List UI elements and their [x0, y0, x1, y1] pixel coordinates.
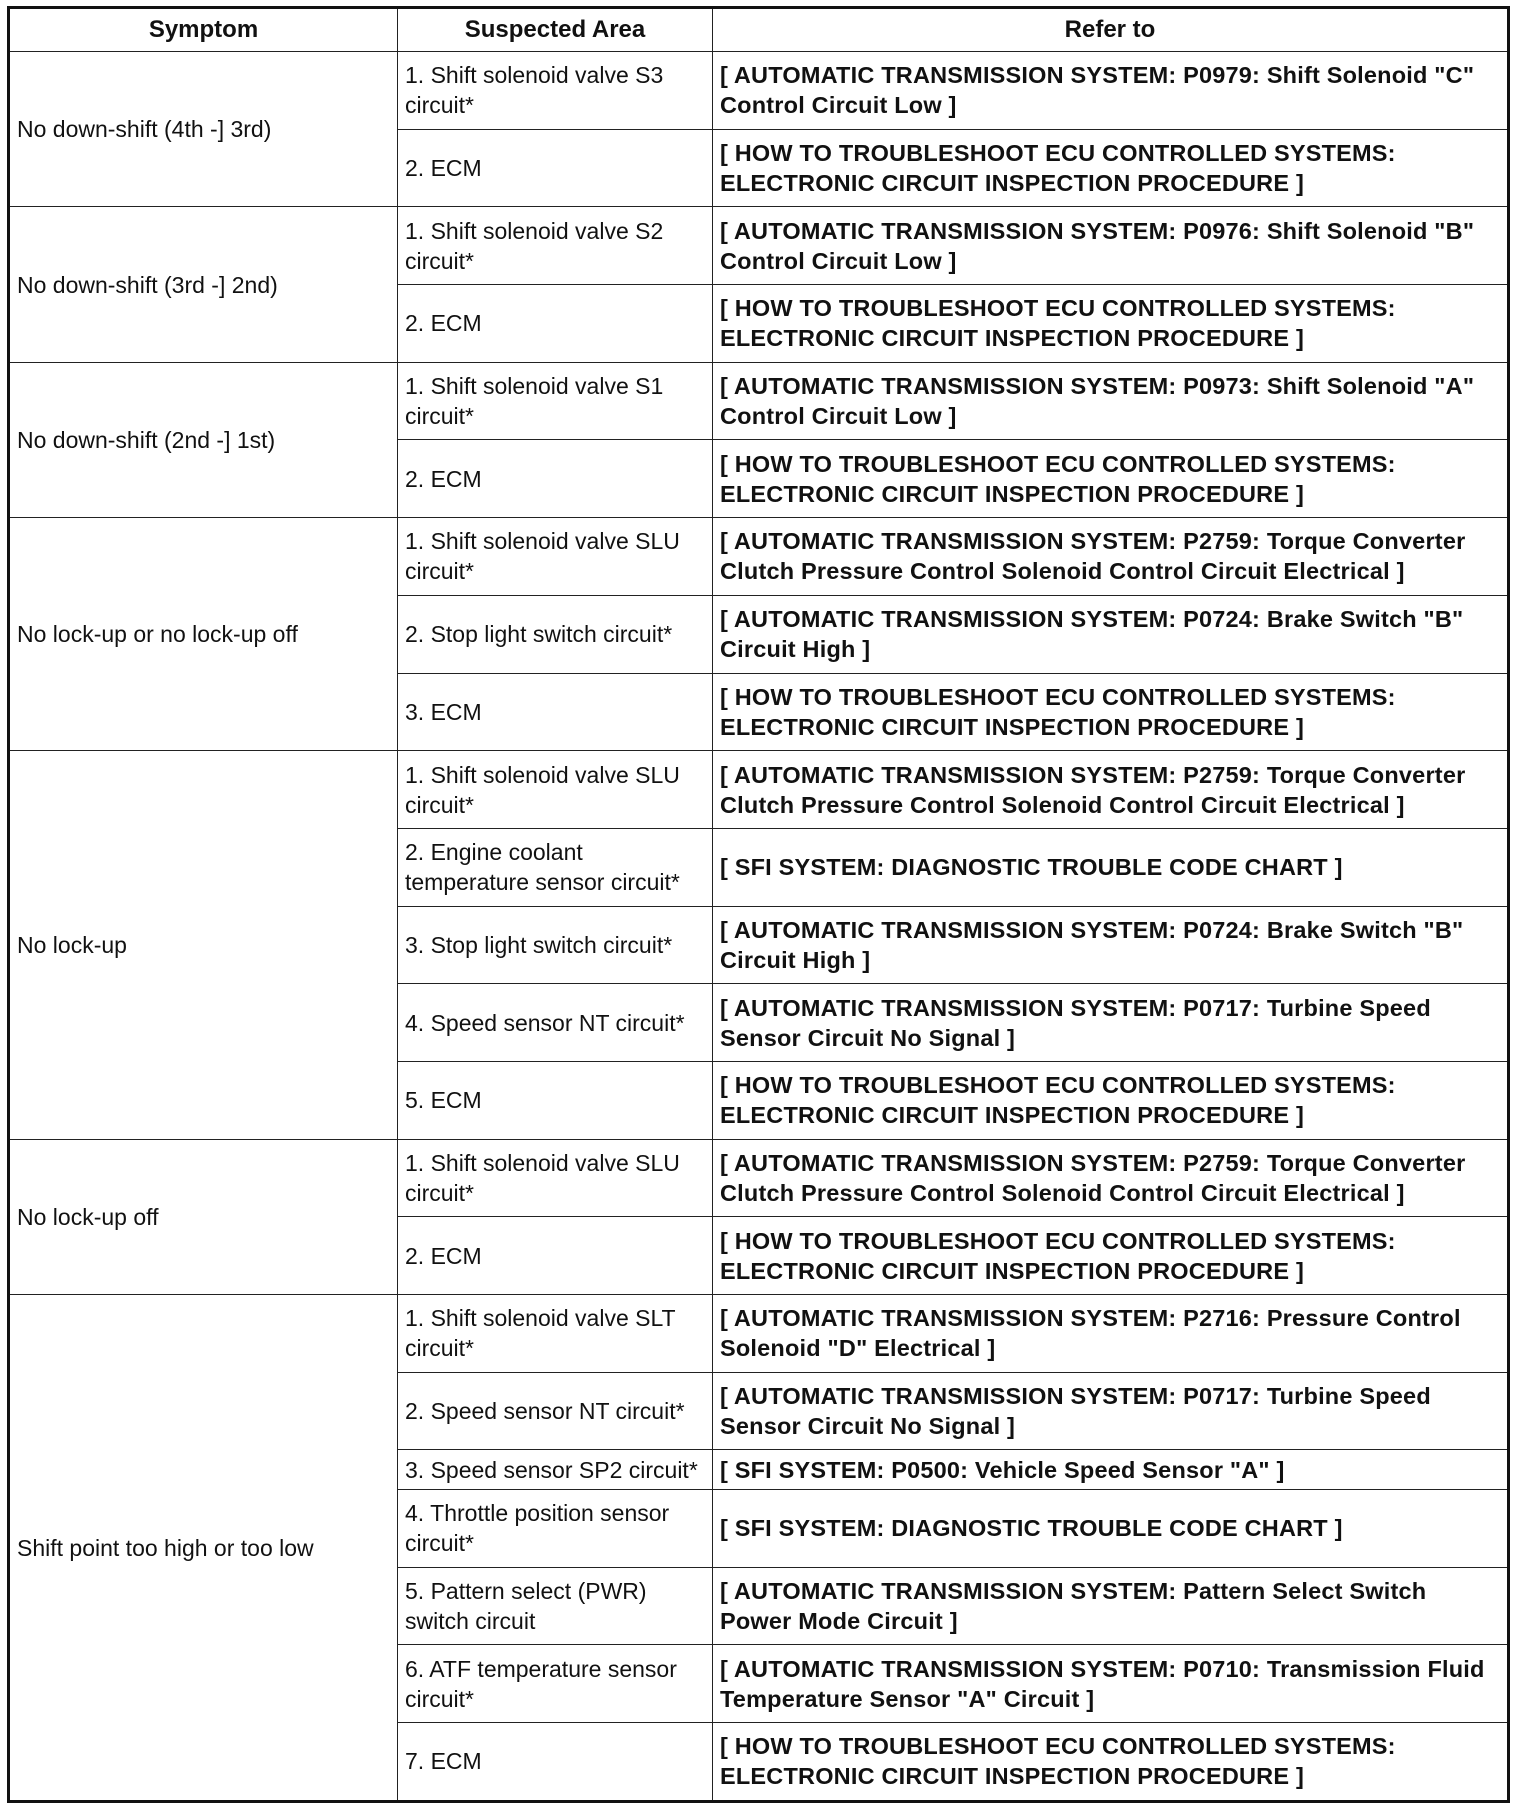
refer-to-link[interactable]: [ HOW TO TROUBLESHOOT ECU CONTROLLED SYSTEMS: ELECTRONIC CIRCUIT INSPECTION PROCEDURE ]	[713, 673, 1509, 751]
refer-to-link[interactable]: [ SFI SYSTEM: P0500: Vehicle Speed Sensor "A" ]	[713, 1450, 1509, 1489]
refer-to-link[interactable]: [ AUTOMATIC TRANSMISSION SYSTEM: Pattern Select Switch Power Mode Circuit ]	[713, 1567, 1509, 1645]
symptom-cell: No down-shift (2nd -] 1st)	[9, 362, 398, 517]
refer-to-link[interactable]: [ SFI SYSTEM: DIAGNOSTIC TROUBLE CODE CHART ]	[713, 828, 1509, 906]
suspected-area-cell: 1. Shift solenoid valve S2 circuit*	[398, 207, 713, 285]
refer-to-link[interactable]: [ AUTOMATIC TRANSMISSION SYSTEM: P0710: Transmission Fluid Temperature Sensor "A" Circuit ]	[713, 1645, 1509, 1723]
refer-to-link[interactable]: [ HOW TO TROUBLESHOOT ECU CONTROLLED SYSTEMS: ELECTRONIC CIRCUIT INSPECTION PROCEDURE ]	[713, 285, 1509, 363]
refer-to-link[interactable]: [ SFI SYSTEM: DIAGNOSTIC TROUBLE CODE CHART ]	[713, 1489, 1509, 1567]
suspected-area-cell: 1. Shift solenoid valve SLU circuit*	[398, 518, 713, 596]
suspected-area-cell: 2. ECM	[398, 285, 713, 363]
refer-to-link[interactable]: [ AUTOMATIC TRANSMISSION SYSTEM: P2759: Torque Converter Clutch Pressure Control Solenoid Control Circuit Electrical ]	[713, 751, 1509, 829]
suspected-area-cell: 5. Pattern select (PWR) switch circuit	[398, 1567, 713, 1645]
symptom-cell: No down-shift (3rd -] 2nd)	[9, 207, 398, 362]
suspected-area-cell: 1. Shift solenoid valve S1 circuit*	[398, 362, 713, 440]
refer-to-link[interactable]: [ AUTOMATIC TRANSMISSION SYSTEM: P0717: Turbine Speed Sensor Circuit No Signal ]	[713, 984, 1509, 1062]
suspected-area-cell: 7. ECM	[398, 1722, 713, 1801]
symptom-cell: Shift point too high or too low	[9, 1295, 398, 1802]
refer-to-link[interactable]: [ AUTOMATIC TRANSMISSION SYSTEM: P0973: Shift Solenoid "A" Control Circuit Low ]	[713, 362, 1509, 440]
refer-to-link[interactable]: [ HOW TO TROUBLESHOOT ECU CONTROLLED SYSTEMS: ELECTRONIC CIRCUIT INSPECTION PROCEDURE ]	[713, 129, 1509, 207]
suspected-area-cell: 1. Shift solenoid valve S3 circuit*	[398, 52, 713, 130]
refer-to-link[interactable]: [ AUTOMATIC TRANSMISSION SYSTEM: P2716: Pressure Control Solenoid "D" Electrical ]	[713, 1295, 1509, 1373]
header-refer-to: Refer to	[713, 8, 1509, 52]
suspected-area-cell: 1. Shift solenoid valve SLT circuit*	[398, 1295, 713, 1373]
refer-to-link[interactable]: [ AUTOMATIC TRANSMISSION SYSTEM: P0976: Shift Solenoid "B" Control Circuit Low ]	[713, 207, 1509, 285]
table-row	[9, 207, 1509, 285]
symptom-cell: No lock-up	[9, 751, 398, 1139]
suspected-area-cell: 4. Speed sensor NT circuit*	[398, 984, 713, 1062]
suspected-area-cell: 2. Speed sensor NT circuit*	[398, 1372, 713, 1450]
refer-to-link[interactable]: [ HOW TO TROUBLESHOOT ECU CONTROLLED SYSTEMS: ELECTRONIC CIRCUIT INSPECTION PROCEDURE ]	[713, 440, 1509, 518]
suspected-area-cell: 2. ECM	[398, 129, 713, 207]
table-row	[9, 751, 1509, 829]
refer-to-link[interactable]: [ HOW TO TROUBLESHOOT ECU CONTROLLED SYSTEMS: ELECTRONIC CIRCUIT INSPECTION PROCEDURE ]	[713, 1061, 1509, 1139]
refer-to-link[interactable]: [ AUTOMATIC TRANSMISSION SYSTEM: P0724: Brake Switch "B" Circuit High ]	[713, 595, 1509, 673]
table-body	[9, 52, 1509, 1802]
table-row	[9, 52, 1509, 130]
suspected-area-cell: 1. Shift solenoid valve SLU circuit*	[398, 751, 713, 829]
refer-to-link[interactable]: [ AUTOMATIC TRANSMISSION SYSTEM: P2759: Torque Converter Clutch Pressure Control Solenoid Control Circuit Electrical ]	[713, 518, 1509, 596]
header-symptom: Symptom	[9, 8, 398, 52]
refer-to-link[interactable]: [ AUTOMATIC TRANSMISSION SYSTEM: P0724: Brake Switch "B" Circuit High ]	[713, 906, 1509, 984]
refer-to-link[interactable]: [ HOW TO TROUBLESHOOT ECU CONTROLLED SYSTEMS: ELECTRONIC CIRCUIT INSPECTION PROCEDURE ]	[713, 1722, 1509, 1801]
refer-to-link[interactable]: [ AUTOMATIC TRANSMISSION SYSTEM: P0717: Turbine Speed Sensor Circuit No Signal ]	[713, 1372, 1509, 1450]
suspected-area-cell: 6. ATF temperature sensor circuit*	[398, 1645, 713, 1723]
table-row	[9, 518, 1509, 596]
suspected-area-cell: 3. ECM	[398, 673, 713, 751]
symptom-cell: No lock-up or no lock-up off	[9, 518, 398, 751]
suspected-area-cell: 2. ECM	[398, 440, 713, 518]
suspected-area-cell: 1. Shift solenoid valve SLU circuit*	[398, 1139, 713, 1217]
symptom-cell: No lock-up off	[9, 1139, 398, 1294]
header-suspected-area: Suspected Area	[398, 8, 713, 52]
refer-to-link[interactable]: [ HOW TO TROUBLESHOOT ECU CONTROLLED SYSTEMS: ELECTRONIC CIRCUIT INSPECTION PROCEDURE ]	[713, 1217, 1509, 1295]
refer-to-link[interactable]: [ AUTOMATIC TRANSMISSION SYSTEM: P0979: Shift Solenoid "C" Control Circuit Low ]	[713, 52, 1509, 130]
suspected-area-cell: 5. ECM	[398, 1061, 713, 1139]
suspected-area-cell: 4. Throttle position sensor circuit*	[398, 1489, 713, 1567]
suspected-area-cell: 2. Engine coolant temperature sensor circuit*	[398, 828, 713, 906]
suspected-area-cell: 2. ECM	[398, 1217, 713, 1295]
suspected-area-cell: 3. Stop light switch circuit*	[398, 906, 713, 984]
table-row	[9, 1295, 1509, 1373]
table-row	[9, 1139, 1509, 1217]
suspected-area-cell: 3. Speed sensor SP2 circuit*	[398, 1450, 713, 1489]
refer-to-link[interactable]: [ AUTOMATIC TRANSMISSION SYSTEM: P2759: Torque Converter Clutch Pressure Control Solenoid Control Circuit Electrical ]	[713, 1139, 1509, 1217]
symptom-table	[7, 6, 1510, 1803]
suspected-area-cell: 2. Stop light switch circuit*	[398, 595, 713, 673]
table-row	[9, 362, 1509, 440]
header-row	[9, 8, 1509, 52]
symptom-cell: No down-shift (4th -] 3rd)	[9, 52, 398, 207]
